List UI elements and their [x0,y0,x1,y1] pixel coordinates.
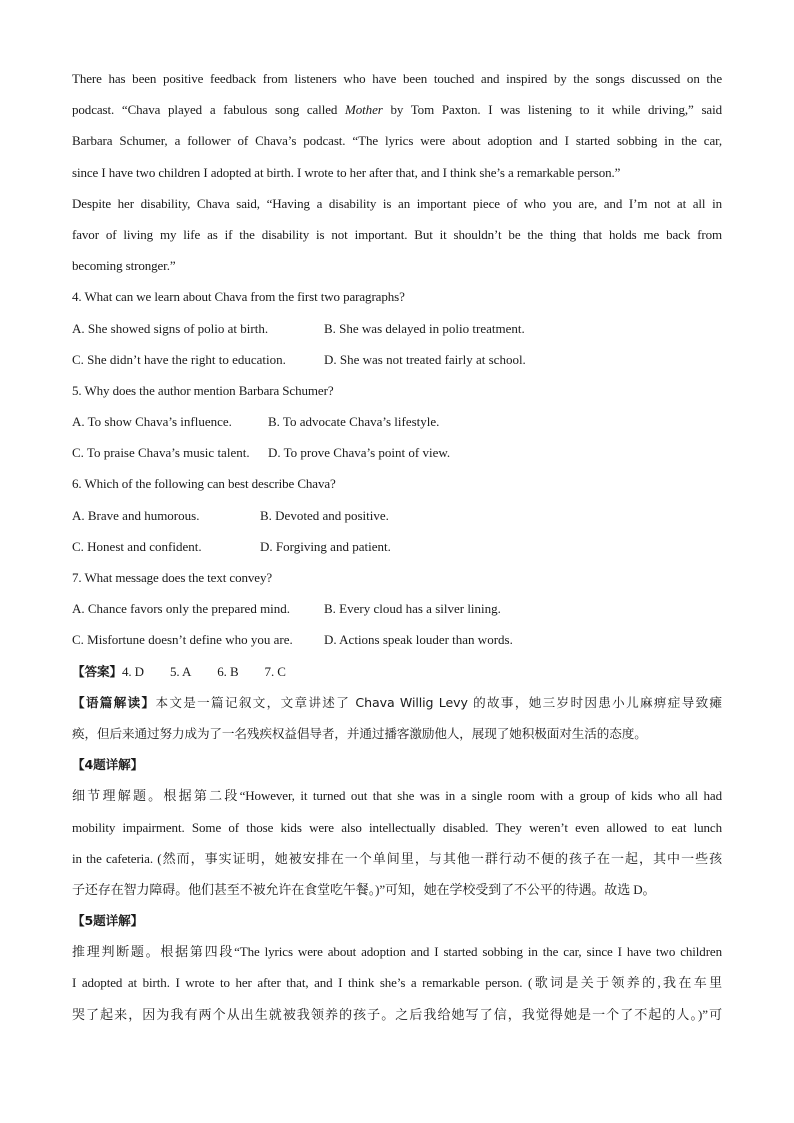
section-label: 【5题详解】 [72,913,144,929]
option-c: C. She didn’t have the right to education. [72,351,286,367]
text-line: 推理判断题。根据第四段“The lyrics were about adoption and I started sobbing in the car, since I have two children [72,944,722,960]
option-d: D. To prove Chava’s point of view. [268,445,451,461]
option-d: D. Actions speak louder than words. [324,632,513,648]
option-b: B. She was delayed in polio treatment. [324,320,525,336]
text-line: There has been positive feedback from listeners who have been touched and inspired by the songs discussed on the [72,71,722,86]
document-page [72,63,722,1030]
option-row [72,624,722,655]
question-6 [72,468,722,562]
text-line: podcast. “Chava played a fabulous song called Mother by Tom Paxton. I was listening to it while driving,” said [72,102,722,118]
option-row [72,593,722,624]
question-5 [72,375,722,469]
passage-paragraph [72,188,722,282]
option-c: C. Honest and confident. [72,538,202,554]
text-line: Barbara Schumer, a follower of Chava’s podcast. “The lyrics were about adoption and I started sobbing in the car, [72,133,722,149]
text-line: favor of living my life as if the disability is not important. But it shouldn’t be the thing that holds me back from [72,226,722,242]
text-line: Despite her disability, Chava said, “Having a disability is an important piece of who you are, and I’m not at all in [72,195,722,211]
answer-line [72,656,722,687]
text-line: 痪，但后来通过努力成为了一名残疾权益倡导者，并通过播客激励他人，展现了她积极面对生活的态度。 [72,725,647,741]
option-a: A. Chance favors only the prepared mind. [72,601,291,617]
section-label: 【4题详解】 [72,757,144,773]
passage-paragraph [72,63,722,188]
detail-5-section [72,905,722,1030]
option-b: B. Devoted and positive. [260,507,389,523]
song-title: Mother [345,102,383,118]
question-stem: 4. What can we learn about Chava from the first two paragraphs? [72,289,405,305]
text-line: in the cafeteria. (然而，事实证明，她被安排在一个单间里，与其他一群行动不便的孩子在一起，其中一些孩 [72,850,722,866]
option-row [72,313,722,344]
text-line: 哭了起来，因为我有两个从出生就被我领养的孩子。之后我给她写了信，我觉得她是一个了不起的人。)”可 [72,1006,722,1022]
text-line: 子还存在智力障碍。他们甚至不被允许在食堂吃午餐。)”可知，她在学校受到了不公平的待遇。故选 D。 [72,881,656,897]
option-row [72,437,722,468]
option-d: D. Forgiving and patient. [260,538,391,554]
option-d: D. She was not treated fairly at school. [324,351,526,367]
question-stem: 5. Why does the author mention Barbara Schumer? [72,382,334,398]
interpretation-label: 【语篇解读】 [72,694,156,710]
answer-item: 4. D [121,663,144,679]
option-a: A. Brave and humorous. [72,507,200,523]
text-line: I adopted at birth. I wrote to her after that, and I think she’s a remarkable person. (歌词是关于领养的,我在车里 [72,975,722,991]
option-c: C. Misfortune doesn’t define who you are. [72,632,293,648]
option-row [72,344,722,375]
detail-4-section [72,749,722,905]
option-row [72,500,722,531]
text-line: mobility impairment. Some of those kids were also intellectually disabled. They weren’t even allowed to eat lunch [72,819,722,835]
text-line: since I have two children I adopted at birth. I wrote to her after that, and I think she’s a remarkable person.” [72,164,621,180]
question-4 [72,281,722,375]
option-b: B. To advocate Chava’s lifestyle. [268,414,440,430]
text-line: 细节理解题。根据第二段“However, it turned out that she was in a single room with a group of kids who all had [72,788,722,804]
answer-label: 【答案】 [72,663,122,679]
option-row [72,406,722,437]
answer-item: 6. B [217,663,239,679]
option-a: A. She showed signs of polio at birth. [72,320,269,336]
option-row [72,531,722,562]
option-a: A. To show Chava’s influence. [72,414,232,430]
option-b: B. Every cloud has a silver lining. [324,601,501,617]
text-line: 【语篇解读】本文是一篇记叙文，文章讲述了 Chava Willig Levy 的故事，她三岁时因患小儿麻痹症导致瘫 [72,694,722,710]
option-c: C. To praise Chava’s music talent. [72,445,250,461]
answer-item: 5. A [169,663,192,679]
text-line: becoming stronger.” [72,258,176,274]
question-7 [72,562,722,656]
question-stem: 6. Which of the following can best describe Chava? [72,476,336,492]
interpretation-section [72,687,722,749]
answer-item: 7. C [264,663,286,679]
question-stem: 7. What message does the text convey? [72,570,273,585]
